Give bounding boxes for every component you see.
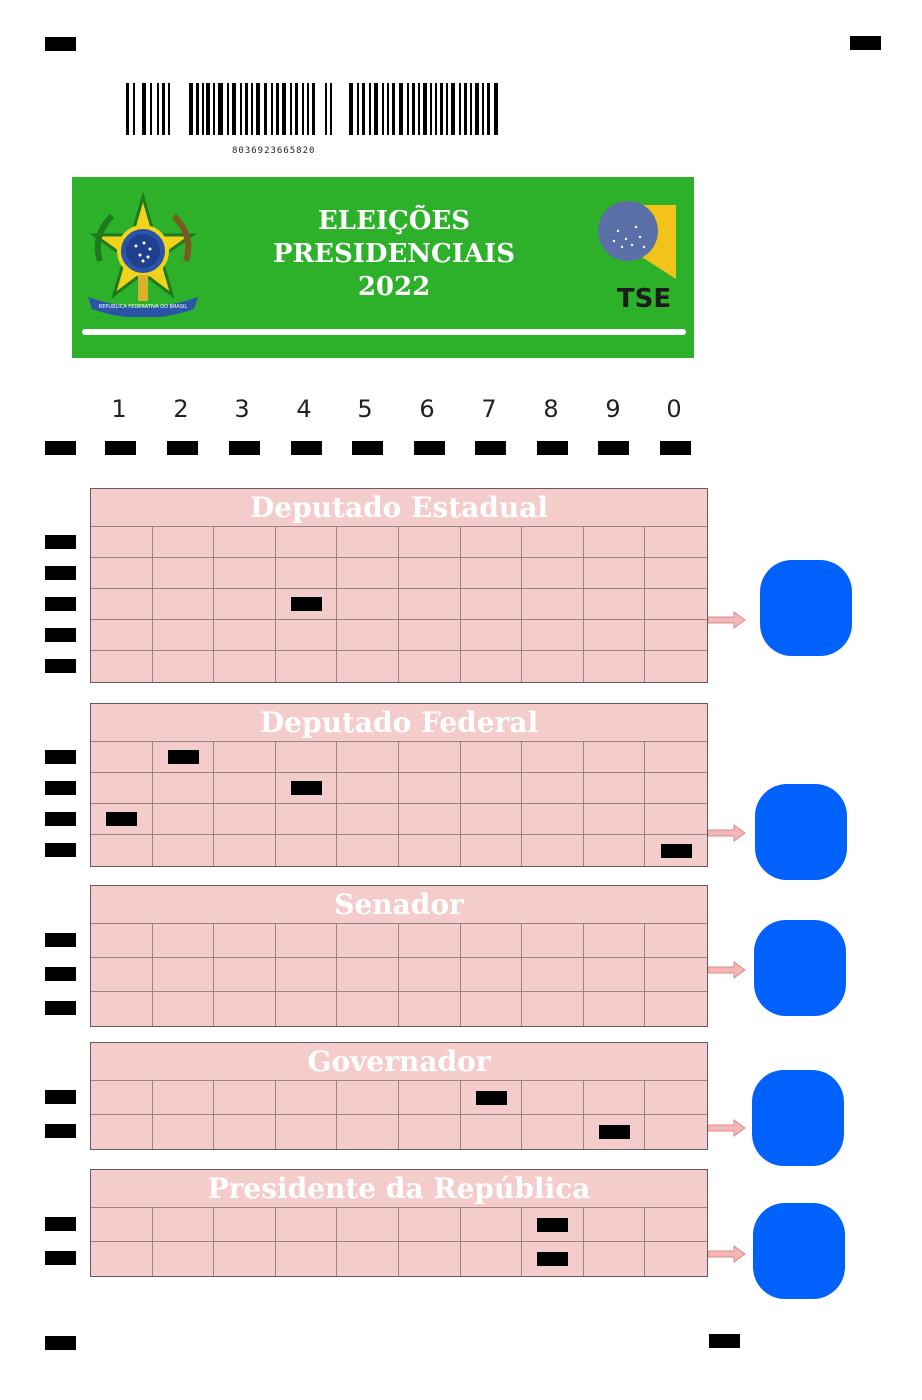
- ballot-cell[interactable]: [522, 527, 584, 558]
- ballot-cell[interactable]: [645, 804, 707, 835]
- column-number: 1: [111, 395, 127, 423]
- filled-mark: [537, 1252, 568, 1266]
- ballot-cell[interactable]: [91, 958, 153, 992]
- ballot-cell[interactable]: [645, 1242, 707, 1276]
- ballot-cell[interactable]: [214, 773, 276, 804]
- ballot-cell[interactable]: [276, 1081, 338, 1115]
- column-number: 4: [296, 395, 312, 423]
- ballot-cell[interactable]: [399, 651, 461, 682]
- corner-mark-bottom-left: [45, 1336, 76, 1350]
- ballot-cell[interactable]: [337, 835, 399, 866]
- ballot-cell[interactable]: [276, 992, 338, 1026]
- ballot-cell[interactable]: [399, 1081, 461, 1115]
- ballot-cell[interactable]: [461, 620, 523, 651]
- ballot-cell[interactable]: [91, 1081, 153, 1115]
- header-title: [242, 205, 546, 304]
- ballot-cell[interactable]: [214, 1081, 276, 1115]
- ballot-cell[interactable]: [461, 1208, 523, 1242]
- ballot-cell[interactable]: [214, 992, 276, 1026]
- ballot-cell[interactable]: [337, 1242, 399, 1276]
- ballot-cell[interactable]: [153, 589, 215, 620]
- ballot-cell[interactable]: [276, 742, 338, 773]
- ballot-cell[interactable]: [91, 924, 153, 958]
- row-timing-mark: [45, 566, 76, 580]
- ballot-cell[interactable]: [645, 1208, 707, 1242]
- ballot-cell[interactable]: [461, 1081, 523, 1115]
- ballot-cell[interactable]: [91, 1115, 153, 1149]
- row-timing-mark: [45, 535, 76, 549]
- column-timing-mark: [352, 441, 383, 455]
- ballot-cell[interactable]: [153, 651, 215, 682]
- ballot-title: Deputado Estadual: [91, 489, 707, 527]
- filled-mark: [106, 812, 137, 826]
- ballot-cell[interactable]: [645, 742, 707, 773]
- ballot-cell[interactable]: [276, 558, 338, 589]
- ballot-cell[interactable]: [276, 651, 338, 682]
- ballot-cell[interactable]: [214, 742, 276, 773]
- ballot-cell[interactable]: [399, 958, 461, 992]
- row-timing-mark: [45, 843, 76, 857]
- arrow-right-icon: [708, 1244, 746, 1264]
- ballot-cell[interactable]: [276, 773, 338, 804]
- ballot-cell[interactable]: [276, 958, 338, 992]
- ballot-cell[interactable]: [337, 1115, 399, 1149]
- ballot-cell[interactable]: [645, 1115, 707, 1149]
- ballot-cell[interactable]: [153, 558, 215, 589]
- ballot-cell[interactable]: [91, 742, 153, 773]
- ballot-cell[interactable]: [584, 1208, 646, 1242]
- ballot-cell[interactable]: [153, 742, 215, 773]
- column-number: 2: [173, 395, 189, 423]
- ballot-title: Deputado Federal: [91, 704, 707, 742]
- column-timing-mark: [105, 441, 136, 455]
- ballot-cell[interactable]: [214, 1208, 276, 1242]
- ballot-cell[interactable]: [461, 804, 523, 835]
- ballot-cell[interactable]: [522, 620, 584, 651]
- ballot-cell[interactable]: [584, 558, 646, 589]
- ballot-cell[interactable]: [584, 1242, 646, 1276]
- corner-mark-top-right: [850, 36, 881, 50]
- ballot-cell[interactable]: [522, 924, 584, 958]
- ballot-cell[interactable]: [399, 924, 461, 958]
- ballot-cell[interactable]: [522, 1208, 584, 1242]
- barcode-number: 8036923665820: [232, 146, 316, 156]
- row-timing-mark: [45, 967, 76, 981]
- coat-of-arms-icon: [80, 191, 206, 317]
- ballot-cell[interactable]: [645, 558, 707, 589]
- ballot-cell[interactable]: [584, 958, 646, 992]
- ballot-cell[interactable]: [645, 773, 707, 804]
- row-timing-mark: [45, 1251, 76, 1265]
- row-timing-mark: [45, 781, 76, 795]
- ballot-grid: [91, 742, 707, 866]
- ballot-cell[interactable]: [337, 620, 399, 651]
- ballot-cell[interactable]: [337, 527, 399, 558]
- ballot-cell[interactable]: [584, 1081, 646, 1115]
- ballot-cell[interactable]: [522, 589, 584, 620]
- filled-mark: [291, 597, 322, 611]
- ballot-cell[interactable]: [276, 924, 338, 958]
- ballot-cell[interactable]: [399, 742, 461, 773]
- arrow-right-icon: [708, 960, 746, 980]
- ballot-cell[interactable]: [214, 958, 276, 992]
- ballot-cell[interactable]: [584, 804, 646, 835]
- column-timing-mark: [291, 441, 322, 455]
- ballot-cell[interactable]: [337, 589, 399, 620]
- ballot-cell[interactable]: [584, 992, 646, 1026]
- ballot-cell[interactable]: [337, 742, 399, 773]
- ballot-cell[interactable]: [399, 589, 461, 620]
- ballot-cell[interactable]: [461, 1242, 523, 1276]
- ballot-cell[interactable]: [91, 589, 153, 620]
- ballot-cell[interactable]: [461, 651, 523, 682]
- row-timing-mark: [45, 812, 76, 826]
- ballot-cell[interactable]: [153, 1115, 215, 1149]
- ballot-cell[interactable]: [399, 558, 461, 589]
- ballot-cell[interactable]: [645, 651, 707, 682]
- ballot-cell[interactable]: [461, 527, 523, 558]
- ballot-cell[interactable]: [584, 589, 646, 620]
- filled-mark: [168, 750, 199, 764]
- ballot-block: [90, 488, 708, 683]
- column-number: 5: [357, 395, 373, 423]
- ballot-block: [90, 1169, 708, 1277]
- ballot-cell[interactable]: [399, 1242, 461, 1276]
- confirm-box[interactable]: [755, 784, 847, 880]
- header-rule: [82, 329, 686, 335]
- header-banner: [72, 177, 694, 358]
- ballot-cell[interactable]: [153, 835, 215, 866]
- confirm-box[interactable]: [754, 920, 846, 1016]
- ballot-cell[interactable]: [399, 773, 461, 804]
- row-timing-mark: [45, 628, 76, 642]
- row-timing-mark: [45, 1090, 76, 1104]
- ballot-cell[interactable]: [584, 651, 646, 682]
- ballot-cell[interactable]: [337, 651, 399, 682]
- header-title-line2: PRESIDENCIAIS: [272, 239, 515, 269]
- column-number: 6: [419, 395, 435, 423]
- ballot-cell[interactable]: [399, 527, 461, 558]
- ballot-cell[interactable]: [153, 958, 215, 992]
- ballot-cell[interactable]: [522, 651, 584, 682]
- row-timing-mark-header: [45, 441, 76, 455]
- ballot-cell[interactable]: [645, 620, 707, 651]
- header-title-line3: 2022: [357, 272, 431, 302]
- ballot-cell[interactable]: [91, 558, 153, 589]
- column-timing-mark: [414, 441, 445, 455]
- ballot-cell[interactable]: [276, 589, 338, 620]
- row-timing-mark: [45, 1124, 76, 1138]
- column-timing-mark: [229, 441, 260, 455]
- ballot-cell[interactable]: [153, 773, 215, 804]
- ballot-cell[interactable]: [522, 558, 584, 589]
- column-timing-mark: [167, 441, 198, 455]
- ballot-cell[interactable]: [214, 589, 276, 620]
- ballot-cell[interactable]: [91, 1208, 153, 1242]
- filled-mark: [537, 1218, 568, 1232]
- ballot-cell[interactable]: [91, 527, 153, 558]
- ballot-cell[interactable]: [645, 1081, 707, 1115]
- ballot-cell[interactable]: [214, 651, 276, 682]
- ballot-cell[interactable]: [276, 835, 338, 866]
- ballot-cell[interactable]: [153, 1081, 215, 1115]
- column-number: 9: [605, 395, 621, 423]
- ballot-cell[interactable]: [91, 804, 153, 835]
- ballot-cell[interactable]: [584, 835, 646, 866]
- ballot-cell[interactable]: [214, 1115, 276, 1149]
- ballot-grid: [91, 527, 707, 682]
- ballot-cell[interactable]: [461, 958, 523, 992]
- ballot-block: [90, 703, 708, 867]
- column-number: 0: [666, 395, 682, 423]
- ballot-cell[interactable]: [153, 804, 215, 835]
- ballot-cell[interactable]: [645, 589, 707, 620]
- ballot-cell[interactable]: [91, 992, 153, 1026]
- ballot-cell[interactable]: [522, 958, 584, 992]
- ballot-cell[interactable]: [153, 620, 215, 651]
- ballot-cell[interactable]: [276, 1208, 338, 1242]
- confirm-box[interactable]: [760, 560, 852, 656]
- arrow-right-icon: [708, 1118, 746, 1138]
- filled-mark: [291, 781, 322, 795]
- arrow-right-icon: [708, 610, 746, 630]
- filled-mark: [599, 1125, 630, 1139]
- ballot-cell[interactable]: [461, 835, 523, 866]
- ballot-cell[interactable]: [337, 958, 399, 992]
- ballot-cell[interactable]: [522, 835, 584, 866]
- ballot-cell[interactable]: [337, 804, 399, 835]
- ballot-cell[interactable]: [522, 773, 584, 804]
- ballot-cell[interactable]: [91, 651, 153, 682]
- ballot-cell[interactable]: [522, 742, 584, 773]
- ballot-grid: [91, 1081, 707, 1149]
- ballot-cell[interactable]: [214, 835, 276, 866]
- ballot-cell[interactable]: [399, 620, 461, 651]
- ballot-cell[interactable]: [461, 1115, 523, 1149]
- ballot-cell[interactable]: [337, 1208, 399, 1242]
- ballot-cell[interactable]: [399, 835, 461, 866]
- ballot-title: Governador: [91, 1043, 707, 1081]
- corner-mark-bottom-right: [709, 1334, 740, 1348]
- ballot-cell[interactable]: [584, 620, 646, 651]
- ballot-cell[interactable]: [214, 1242, 276, 1276]
- row-timing-mark: [45, 659, 76, 673]
- ballot-cell[interactable]: [584, 1115, 646, 1149]
- ballot-cell[interactable]: [214, 527, 276, 558]
- ballot-cell[interactable]: [461, 924, 523, 958]
- header-title-line1: ELEIÇÕES: [317, 206, 470, 236]
- barcode: [124, 83, 502, 135]
- ballot-cell[interactable]: [645, 924, 707, 958]
- ballot-cell[interactable]: [584, 924, 646, 958]
- row-timing-mark: [45, 933, 76, 947]
- ballot-cell[interactable]: [276, 1115, 338, 1149]
- ballot-title: Presidente da República: [91, 1170, 707, 1208]
- column-number: 7: [481, 395, 497, 423]
- ballot-cell[interactable]: [522, 1081, 584, 1115]
- ballot-cell[interactable]: [584, 742, 646, 773]
- ballot-cell[interactable]: [461, 742, 523, 773]
- confirm-box[interactable]: [753, 1203, 845, 1299]
- filled-mark: [661, 844, 692, 858]
- row-timing-mark: [45, 1001, 76, 1015]
- ballot-cell[interactable]: [461, 589, 523, 620]
- tse-logo-icon: [596, 201, 682, 313]
- ballot-cell[interactable]: [276, 804, 338, 835]
- ballot-cell[interactable]: [522, 992, 584, 1026]
- ballot-cell[interactable]: [522, 804, 584, 835]
- ballot-cell[interactable]: [153, 924, 215, 958]
- ballot-cell[interactable]: [91, 835, 153, 866]
- ballot-cell[interactable]: [522, 1115, 584, 1149]
- ballot-cell[interactable]: [461, 558, 523, 589]
- ballot-cell[interactable]: [91, 773, 153, 804]
- ballot-cell[interactable]: [522, 1242, 584, 1276]
- column-timing-mark: [475, 441, 506, 455]
- svg-text:REPUBLICA FEDERATIVA DO BRASIL: REPUBLICA FEDERATIVA DO BRASIL: [98, 304, 188, 310]
- ballot-cell[interactable]: [584, 773, 646, 804]
- ballot-cell[interactable]: [153, 992, 215, 1026]
- ballot-title: Senador: [91, 886, 707, 924]
- corner-mark-top-left: [45, 37, 76, 51]
- ballot-cell[interactable]: [153, 1242, 215, 1276]
- column-timing-mark: [660, 441, 691, 455]
- ballot-cell[interactable]: [153, 527, 215, 558]
- row-timing-mark: [45, 597, 76, 611]
- column-timing-mark: [537, 441, 568, 455]
- ballot-cell[interactable]: [399, 1208, 461, 1242]
- ballot-cell[interactable]: [645, 527, 707, 558]
- ballot-cell[interactable]: [214, 924, 276, 958]
- ballot-cell[interactable]: [399, 804, 461, 835]
- ballot-cell[interactable]: [645, 835, 707, 866]
- ballot-cell[interactable]: [276, 620, 338, 651]
- column-number: 8: [543, 395, 559, 423]
- row-timing-mark: [45, 750, 76, 764]
- ballot-grid: [91, 1208, 707, 1276]
- column-number: 3: [234, 395, 250, 423]
- ballot-cell[interactable]: [276, 1242, 338, 1276]
- tse-logo-text: TSE: [616, 284, 672, 313]
- ballot-cell[interactable]: [337, 924, 399, 958]
- ballot-cell[interactable]: [399, 1115, 461, 1149]
- ballot-cell[interactable]: [214, 804, 276, 835]
- ballot-grid: [91, 924, 707, 1026]
- ballot-cell[interactable]: [153, 1208, 215, 1242]
- ballot-cell[interactable]: [399, 992, 461, 1026]
- ballot-cell[interactable]: [214, 620, 276, 651]
- ballot-cell[interactable]: [337, 1081, 399, 1115]
- ballot-cell[interactable]: [645, 992, 707, 1026]
- confirm-box[interactable]: [752, 1070, 844, 1166]
- ballot-cell[interactable]: [91, 620, 153, 651]
- ballot-cell[interactable]: [461, 992, 523, 1026]
- column-timing-mark: [598, 441, 629, 455]
- ballot-block: [90, 885, 708, 1027]
- ballot-cell[interactable]: [91, 1242, 153, 1276]
- ballot-block: [90, 1042, 708, 1150]
- ballot-cell[interactable]: [461, 773, 523, 804]
- arrow-right-icon: [708, 823, 746, 843]
- ballot-cell[interactable]: [337, 992, 399, 1026]
- ballot-cell[interactable]: [584, 527, 646, 558]
- ballot-cell[interactable]: [645, 958, 707, 992]
- row-timing-mark: [45, 1217, 76, 1231]
- ballot-cell[interactable]: [214, 558, 276, 589]
- ballot-cell[interactable]: [276, 527, 338, 558]
- ballot-cell[interactable]: [337, 558, 399, 589]
- ballot-cell[interactable]: [337, 773, 399, 804]
- filled-mark: [476, 1091, 507, 1105]
